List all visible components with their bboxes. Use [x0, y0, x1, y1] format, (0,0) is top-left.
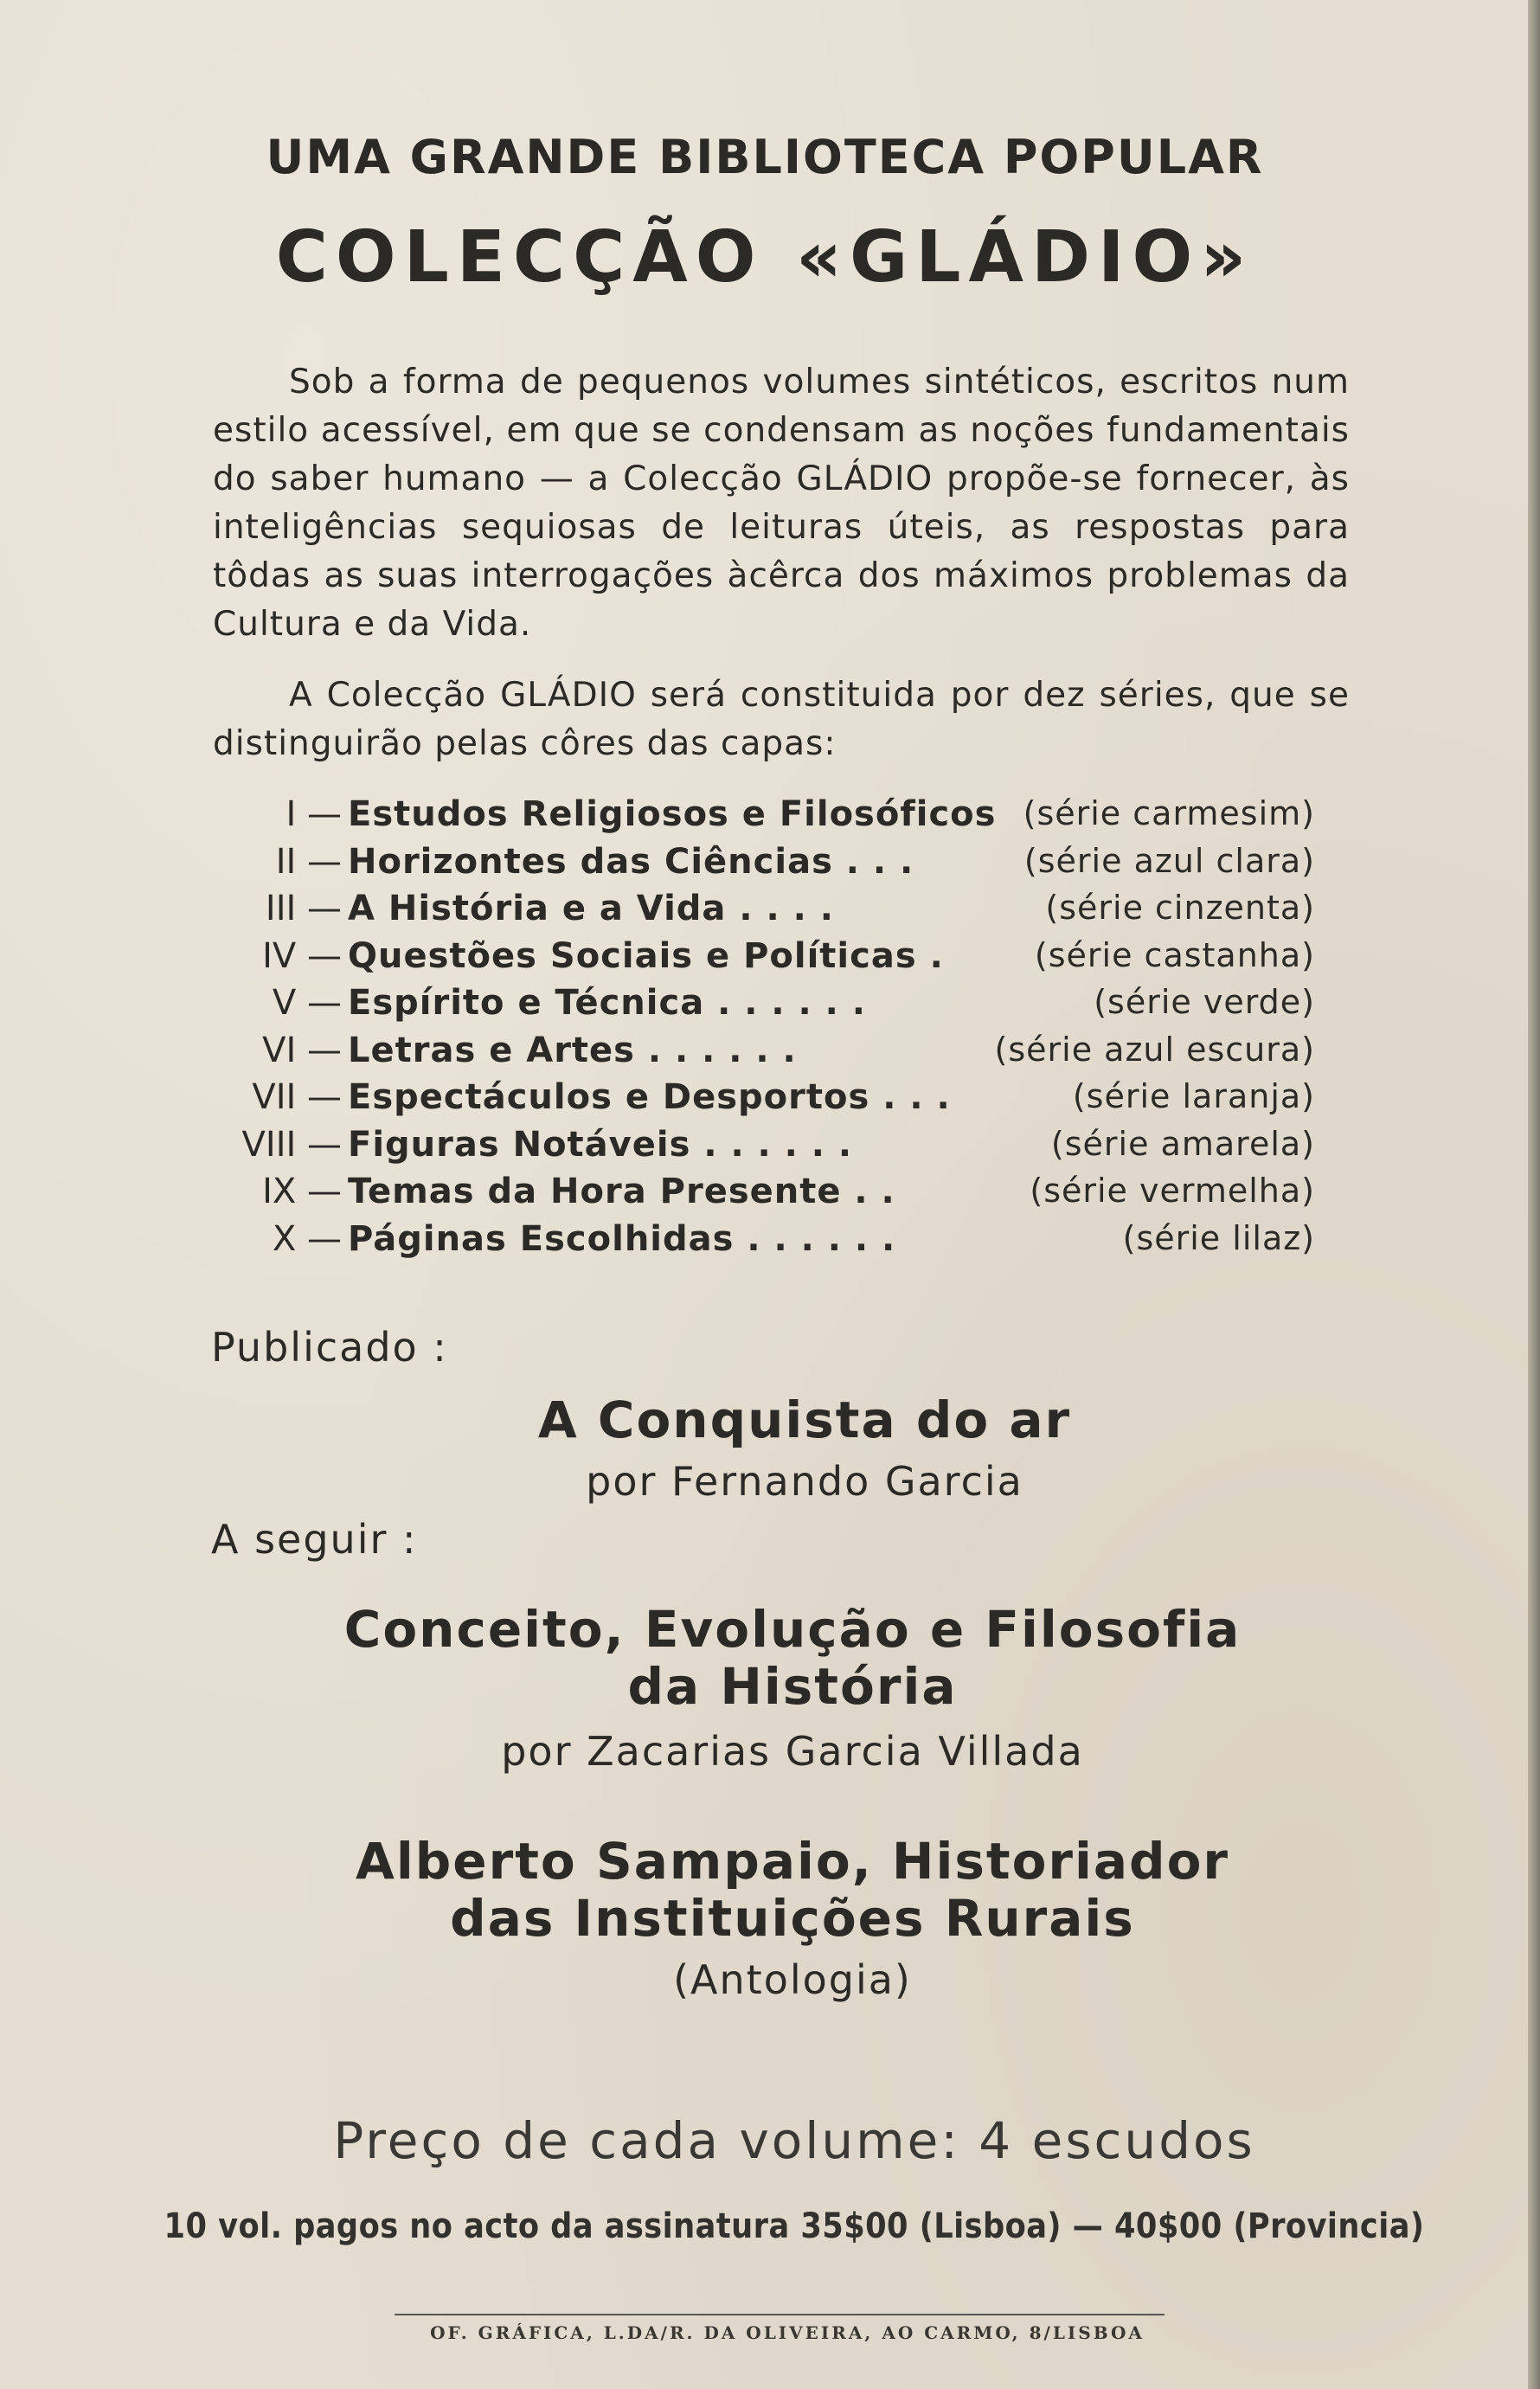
intro-paragraph: Sob a forma de pequenos volumes sintéticos, escritos num estilo acessível, em que se condensam as noções fundamentais do saber humano — a Colecção GLÁDIO propõe-se fornecer, às inteligências sequiosas de leituras úteis, as respostas para tôdas as suas interrogações àcêrca dos máximos problemas da Cultura e da Vida. — [213, 363, 1350, 644]
printer-imprint: OF. GRÁFICA, L.DA/R. DA OLIVEIRA, AO CARMO, 8/LISBOA — [430, 2322, 1145, 2343]
title-line: das Instituições Rurais — [450, 1889, 1135, 1948]
price-per-volume: Preço de cada volume: 4 escudos — [333, 2111, 1255, 2170]
series-number: I — — [286, 794, 342, 834]
series-row — [199, 842, 1315, 889]
series-row — [199, 889, 1315, 936]
series-number: VI — — [262, 1030, 342, 1070]
series-number: IX — — [262, 1172, 342, 1211]
series-intro-paragraph: A Colecção GLÁDIO será constituida por dez séries, que se distinguirão pelas côres das capas: — [213, 676, 1350, 763]
series-color: (série laranja) — [1072, 1077, 1315, 1115]
series-title: Estudos Religiosos e Filosóficos — [348, 794, 997, 834]
series-number: VIII — — [241, 1124, 342, 1165]
series-title: Espectáculos e Desportos . . . — [348, 1077, 951, 1117]
series-title: Horizontes das Ciências . . . — [348, 841, 914, 882]
series-number: V — — [272, 983, 342, 1023]
series-title: Letras e Artes . . . . . . — [348, 1030, 797, 1070]
series-color: (série verde) — [1094, 983, 1315, 1021]
series-color: (série carmesim) — [1023, 794, 1315, 832]
divider-line — [395, 2314, 1165, 2315]
series-title: A História e a Vida . . . . — [348, 889, 834, 928]
series-number: VII — — [252, 1077, 342, 1117]
series-row — [199, 794, 1315, 842]
series-number: X — — [272, 1218, 342, 1259]
series-title: Espírito e Técnica . . . . . . — [348, 983, 866, 1023]
title-line: da História — [627, 1657, 958, 1716]
series-title: Questões Sociais e Políticas . — [348, 935, 944, 976]
series-row — [199, 936, 1315, 984]
upcoming-book-note: (Antologia) — [673, 1956, 912, 2003]
series-row — [199, 1172, 1315, 1219]
upcoming-book-title — [28, 1601, 1540, 1715]
published-label: Publicado : — [211, 1324, 448, 1371]
collection-title: COLECÇÃO «GLÁDIO» — [275, 216, 1254, 299]
published-book-title: A Conquista do ar — [537, 1390, 1072, 1449]
upcoming-book-author: por Zacarias Garcia Villada — [501, 1728, 1084, 1775]
series-row — [199, 1219, 1315, 1267]
published-book-author: por Fernando Garcia — [586, 1458, 1023, 1505]
series-color: (série amarela) — [1050, 1124, 1315, 1163]
series-number: III — — [265, 889, 342, 928]
series-row — [199, 1031, 1315, 1078]
title-line: Conceito, Evolução e Filosofia — [343, 1600, 1242, 1659]
series-list — [199, 794, 1315, 1266]
series-color: (série vermelha) — [1030, 1172, 1315, 1210]
series-number: IV — — [262, 935, 342, 976]
series-row — [199, 1077, 1315, 1125]
page-edge — [1528, 0, 1540, 2389]
series-color: (série castanha) — [1034, 935, 1315, 974]
series-title: Páginas Escolhidas . . . . . . — [348, 1218, 896, 1259]
subscription-price: 10 vol. pagos no acto da assinatura 35$00 (Lisboa) — 40$00 (Provincia) — [164, 2206, 1425, 2246]
series-color: (série cinzenta) — [1045, 889, 1315, 927]
series-row — [199, 1125, 1315, 1172]
series-color: (série lilaz) — [1122, 1218, 1315, 1257]
series-color: (série azul clara) — [1023, 841, 1315, 880]
title-line: Alberto Sampaio, Historiador — [355, 1832, 1230, 1891]
series-number: II — — [275, 841, 342, 882]
series-row — [199, 983, 1315, 1031]
upcoming-book-title — [28, 1833, 1540, 1947]
header-subtitle: UMA GRANDE BIBLIOTECA POPULAR — [266, 130, 1264, 184]
series-title: Temas da Hora Presente . . — [348, 1172, 895, 1211]
series-color: (série azul escura) — [994, 1030, 1315, 1069]
upcoming-label: A seguir : — [211, 1516, 418, 1563]
series-title: Figuras Notáveis . . . . . . — [348, 1124, 853, 1165]
